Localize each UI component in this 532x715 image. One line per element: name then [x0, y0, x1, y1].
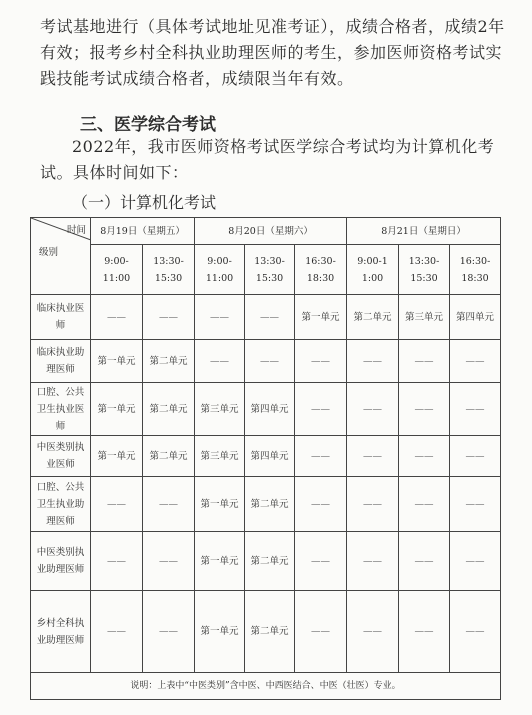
exam-unit-cell: 第一单元 — [195, 477, 245, 532]
empty-cell: —— — [295, 477, 347, 532]
time-slot-header: 16:30-18:30 — [295, 245, 347, 295]
corner-header — [31, 218, 91, 295]
table-row — [31, 436, 501, 477]
exam-unit-cell: 第二单元 — [143, 340, 195, 383]
empty-cell: —— — [399, 591, 450, 673]
empty-cell: —— — [347, 383, 399, 436]
exam-unit-cell: 第二单元 — [245, 591, 295, 673]
exam-unit-cell: 第一单元 — [195, 532, 245, 591]
empty-cell: —— — [245, 340, 295, 383]
time-slot-header: 9:00-11:00 — [91, 245, 143, 295]
empty-cell: —— — [450, 340, 501, 383]
time-slot-header: 13:30-15:30 — [245, 245, 295, 295]
date-header: 8月19日（星期五） — [91, 218, 195, 245]
date-header: 8月21日（星期日） — [347, 218, 501, 245]
section-heading: 三、医学综合考试 — [80, 115, 216, 135]
exam-unit-cell: 第四单元 — [245, 436, 295, 477]
empty-cell: —— — [399, 436, 450, 477]
table-row — [31, 591, 501, 673]
table-row — [31, 532, 501, 591]
empty-cell: —— — [245, 295, 295, 340]
empty-cell: —— — [195, 340, 245, 383]
time-slot-header: 16:30-18:30 — [450, 245, 501, 295]
empty-cell: —— — [347, 340, 399, 383]
subheading-computer-exam: （一）计算机化考试 — [72, 193, 217, 212]
table-row — [31, 340, 501, 383]
time-slot-header: 9:00-11:00 — [347, 245, 399, 295]
row-level-label: 中医类别执业助理医师 — [31, 532, 91, 591]
empty-cell: —— — [399, 383, 450, 436]
paragraph-exam-validity: 考试基地进行（具体考试地址见准考证），成绩合格者，成绩2年有效；报考乡村全科执业助理医师的考生，参加医师资格考试实践技能考试成绩合格者，成绩限当年有效。 — [40, 17, 505, 88]
row-level-label: 中医类别执业医师 — [31, 436, 91, 477]
corner-time-label: 时间 — [66, 225, 86, 236]
empty-cell: —— — [295, 532, 347, 591]
exam-unit-cell: 第二单元 — [245, 532, 295, 591]
empty-cell: —— — [450, 477, 501, 532]
empty-cell: —— — [91, 295, 143, 340]
row-level-label: 临床执业助理医师 — [31, 340, 91, 383]
paragraph-exam-intro: 2022年，我市医师资格考试医学综合考试均为计算机化考试。具体时间如下： — [40, 137, 495, 182]
time-slot-header: 9:00-11:00 — [195, 245, 245, 295]
exam-unit-cell: 第三单元 — [195, 383, 245, 436]
empty-cell: —— — [347, 477, 399, 532]
time-slot-header: 13:30-15:30 — [143, 245, 195, 295]
empty-cell: —— — [91, 532, 143, 591]
exam-unit-cell: 第四单元 — [245, 383, 295, 436]
exam-unit-cell: 第一单元 — [295, 295, 347, 340]
row-level-label: 临床执业医师 — [31, 295, 91, 340]
empty-cell: —— — [295, 340, 347, 383]
time-slot-header: 13:30-15:30 — [399, 245, 450, 295]
empty-cell: —— — [295, 383, 347, 436]
exam-unit-cell: 第三单元 — [399, 295, 450, 340]
empty-cell: —— — [143, 591, 195, 673]
date-header: 8月20日（星期六） — [195, 218, 347, 245]
exam-unit-cell: 第二单元 — [245, 477, 295, 532]
row-level-label: 乡村全科执业助理医师 — [31, 591, 91, 673]
empty-cell: —— — [450, 591, 501, 673]
exam-unit-cell: 第一单元 — [91, 340, 143, 383]
exam-unit-cell: 第二单元 — [347, 295, 399, 340]
empty-cell: —— — [195, 295, 245, 340]
table-row — [31, 477, 501, 532]
exam-unit-cell: 第二单元 — [143, 383, 195, 436]
empty-cell: —— — [91, 477, 143, 532]
exam-unit-cell: 第一单元 — [195, 591, 245, 673]
empty-cell: —— — [450, 383, 501, 436]
empty-cell: —— — [143, 532, 195, 591]
table-row — [31, 383, 501, 436]
empty-cell: —— — [399, 477, 450, 532]
exam-unit-cell: 第二单元 — [143, 436, 195, 477]
empty-cell: —— — [450, 532, 501, 591]
empty-cell: —— — [450, 436, 501, 477]
table-note: 说明：上表中“中医类别”含中医、中西医结合、中医（壮医）专业。 — [31, 673, 501, 700]
table-row — [31, 295, 501, 340]
exam-unit-cell: 第三单元 — [195, 436, 245, 477]
empty-cell: —— — [143, 295, 195, 340]
empty-cell: —— — [399, 532, 450, 591]
empty-cell: —— — [295, 591, 347, 673]
exam-schedule-table — [30, 217, 501, 700]
empty-cell: —— — [347, 532, 399, 591]
exam-unit-cell: 第四单元 — [450, 295, 501, 340]
corner-level-label: 级别 — [39, 247, 59, 258]
exam-unit-cell: 第一单元 — [91, 383, 143, 436]
empty-cell: —— — [91, 591, 143, 673]
empty-cell: —— — [399, 340, 450, 383]
empty-cell: —— — [347, 436, 399, 477]
empty-cell: —— — [295, 436, 347, 477]
empty-cell: —— — [347, 591, 399, 673]
row-level-label: 口腔、公共卫生执业助理医师 — [31, 477, 91, 532]
row-level-label: 口腔、公共卫生执业医师 — [31, 383, 91, 436]
empty-cell: —— — [143, 477, 195, 532]
exam-unit-cell: 第一单元 — [91, 436, 143, 477]
